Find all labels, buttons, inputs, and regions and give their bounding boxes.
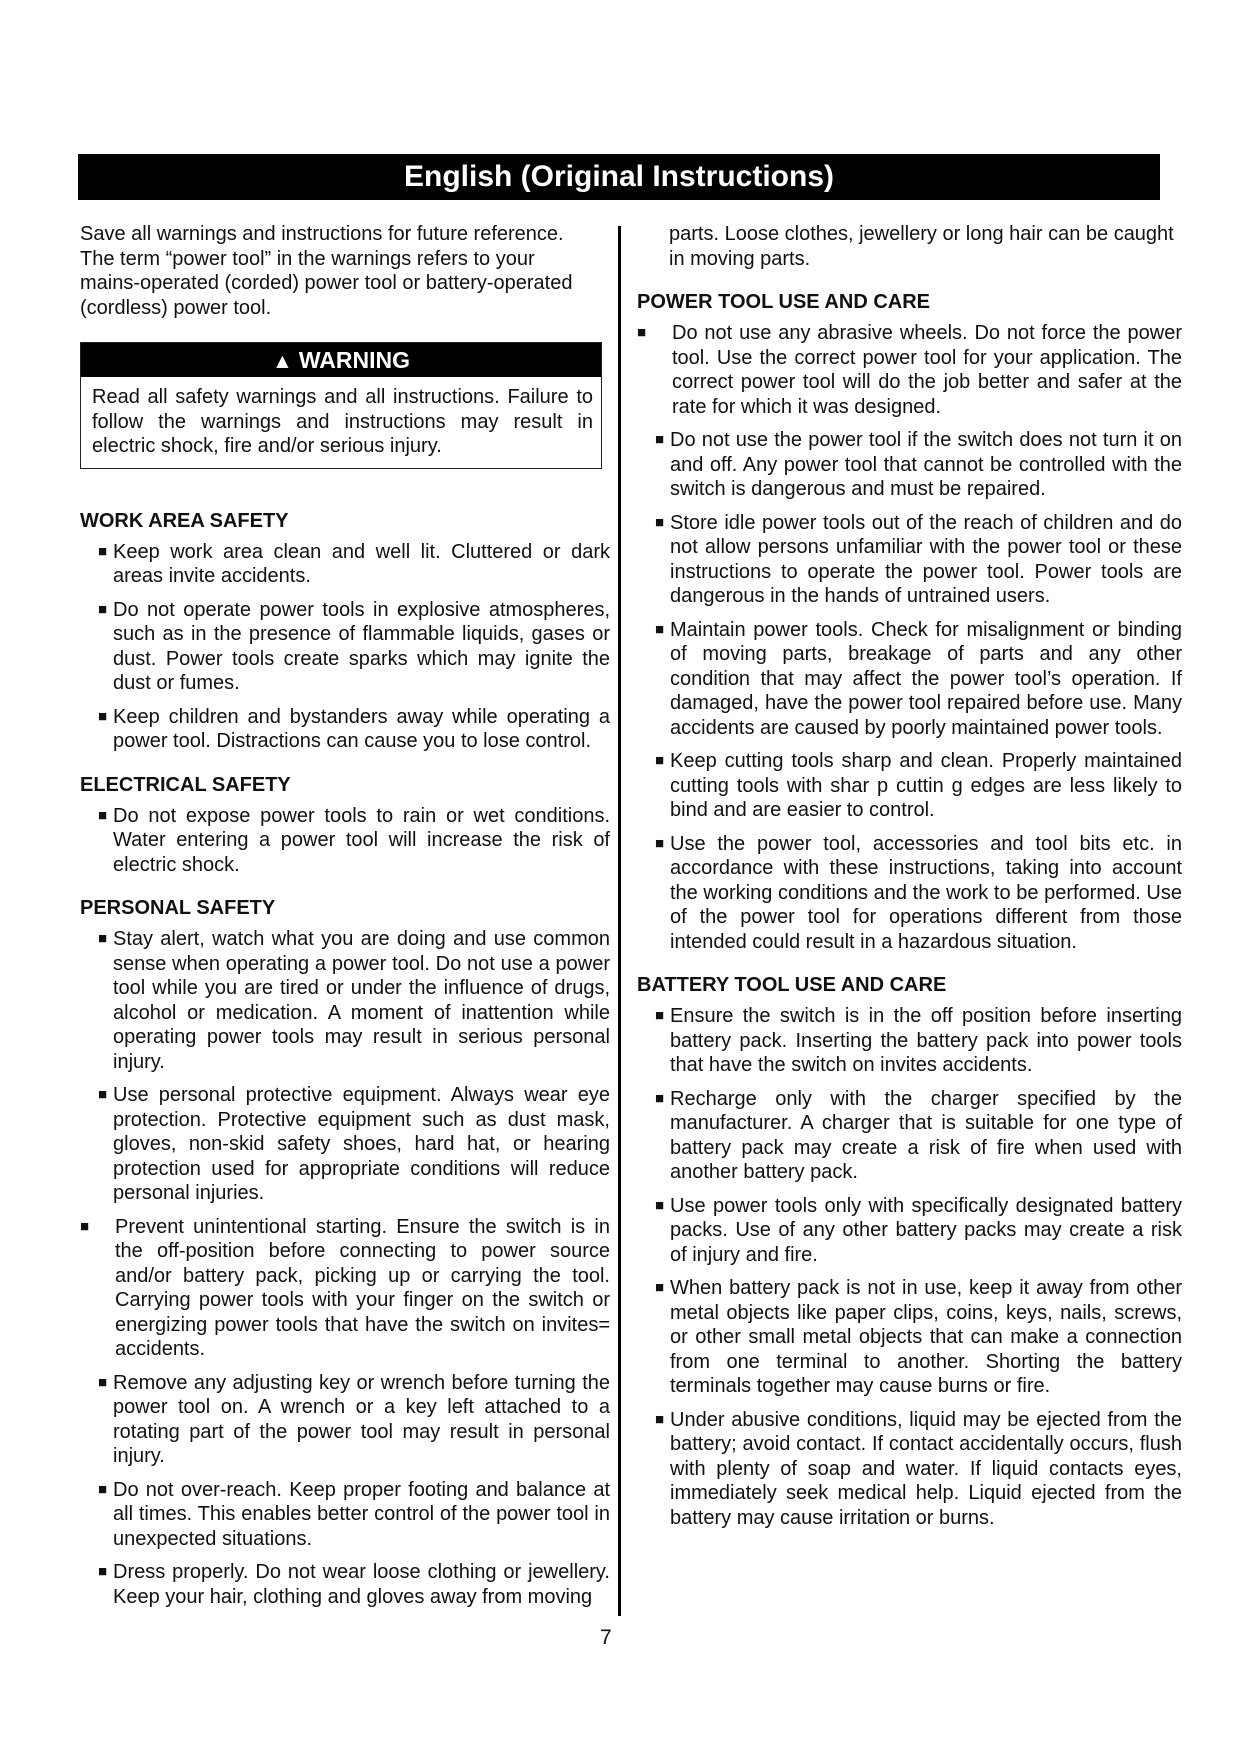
- bullet-item: [80, 1083, 610, 1206]
- bullet-item: [637, 1194, 1182, 1268]
- bullet-square-icon: ■: [655, 1196, 665, 1214]
- continued-paragraph: parts. Loose clothes, jewellery or long hair can be caught in moving parts.: [669, 223, 1174, 270]
- bullet-text: Do not use the power tool if the switch does not turn it on and off. Any power tool that cannot be controlled with the switch is dangerous and must be repaired.: [670, 429, 1182, 500]
- section-heading: PERSONAL SAFETY: [80, 897, 276, 919]
- bullet-item: [637, 1004, 1182, 1078]
- section-electrical-safety: [80, 773, 610, 878]
- warning-title: WARNING: [298, 347, 410, 373]
- bullet-item: [80, 1371, 610, 1469]
- bullet-item: [80, 598, 610, 696]
- bullet-square-icon: ■: [637, 324, 647, 341]
- bullet-text: Store idle power tools out of the reach of children and do not allow persons unfamiliar with the power tool or these instructions to operate the power tool. Power tools are dangerous in the hands of untrained users.: [670, 511, 1182, 607]
- bullet-square-icon: ■: [98, 707, 108, 725]
- bullet-text: Use power tools only with specifically designated battery packs. Use of any other battery packs may create a risk of injury and fire.: [670, 1194, 1182, 1266]
- bullet-square-icon: ■: [80, 1217, 90, 1235]
- bullet-item: [637, 618, 1182, 741]
- bullet-item: [637, 1276, 1182, 1399]
- bullet-square-icon: ■: [655, 834, 665, 852]
- section-heading: POWER TOOL USE AND CARE: [637, 291, 930, 313]
- bullet-square-icon: ■: [98, 1373, 108, 1391]
- bullet-text: Ensure the switch is in the off position before inserting battery pack. Inserting the battery pack into power tools that have the switch on invites accidents.: [670, 1005, 1182, 1076]
- bullet-item: [80, 705, 610, 754]
- bullet-text: Use personal protective equipment. Always wear eye protection. Protective equipment such as dust mask, gloves, non-skid safety shoes, hard hat, or hearing protection used for appropriate conditions will reduce personal injuries.: [113, 1084, 610, 1204]
- bullet-item: [637, 832, 1182, 955]
- bullet-square-icon: ■: [655, 620, 665, 638]
- bullet-square-icon: ■: [655, 1089, 665, 1107]
- bullet-text: Do not over-reach. Keep proper footing and balance at all times. This enables better control of the power tool in unexpected situations.: [113, 1478, 610, 1550]
- section-heading: BATTERY TOOL USE AND CARE: [637, 974, 947, 996]
- intro-line: The term “power tool” in the warnings refers to your: [80, 247, 535, 270]
- bullet-text: Dress properly. Do not wear loose clothing or jewellery. Keep your hair, clothing and gloves away from moving: [113, 1561, 610, 1608]
- bullet-square-icon: ■: [98, 542, 108, 560]
- bullet-item: [637, 321, 1182, 419]
- section-work-area-safety: [80, 509, 610, 754]
- bullet-item: [637, 1087, 1182, 1185]
- bullet-square-icon: ■: [98, 1480, 108, 1498]
- right-column: [637, 222, 1182, 1549]
- section-power-tool-use-and-care: [637, 290, 1182, 954]
- section-heading: ELECTRICAL SAFETY: [80, 773, 291, 796]
- bullet-item: [80, 1478, 610, 1552]
- bullet-item: [637, 511, 1182, 609]
- warning-text: Read all safety warnings and all instructions. Failure to follow the warnings and instructions may result in electric shock, fire and/or serious injury.: [92, 386, 593, 457]
- bullet-square-icon: ■: [655, 1410, 665, 1428]
- bullet-text: Remove any adjusting key or wrench before turning the power tool on. A wrench or a key left attached to a rotating part of the power tool may result in personal injury.: [113, 1371, 610, 1467]
- warning-triangle-icon: ▲: [272, 350, 293, 373]
- bullet-text: Prevent unintentional starting. Ensure the switch is in the off-position before connecting to power source and/or battery pack, picking up or carrying the tool. Carrying power tools with your finger on the switch or energizing power tools that have the switch on invites= accidents.: [115, 1215, 610, 1360]
- column-divider: [618, 226, 621, 1616]
- bullet-text: When battery pack is not in use, keep it away from other metal objects like paper clips, coins, keys, nails, screws, or other small metal objects that can make a connection from one terminal to another. Shorting the battery terminals together may cause burns or fire.: [670, 1277, 1182, 1397]
- bullet-text: Keep work area clean and well lit. Cluttered or dark areas invite accidents.: [113, 540, 610, 587]
- bullet-text: Under abusive conditions, liquid may be ejected from the battery; avoid contact. If contact accidentally occurs, flush with plenty of soap and water. If liquid contacts eyes, immediately seek medical help. Liquid ejected from the battery may cause irritation or burns.: [670, 1408, 1182, 1529]
- intro-line: (cordless) power tool.: [80, 296, 272, 319]
- bullet-item: [80, 1215, 610, 1362]
- bullet-text: Do not operate power tools in explosive atmospheres, such as in the presence of flammable liquids, gases or dust. Power tools create sparks which may ignite the dust or fumes.: [113, 598, 610, 694]
- intro-paragraph: [80, 222, 610, 320]
- warning-header: [81, 343, 601, 377]
- bullet-square-icon: ■: [655, 1279, 665, 1296]
- bullet-item: [80, 804, 610, 878]
- section-personal-safety: [80, 896, 610, 1609]
- bullet-square-icon: ■: [98, 600, 108, 618]
- bullet-square-icon: ■: [98, 1086, 108, 1103]
- bullet-text: Use the power tool, accessories and tool bits etc. in accordance with these instructions, taking into account the working conditions and the work to be performed. Use of the power tool for operations different from those intended could result in a hazardous situation.: [670, 832, 1182, 953]
- bullet-square-icon: ■: [655, 513, 665, 531]
- warning-box: [80, 342, 602, 469]
- bullet-item: [637, 1408, 1182, 1531]
- page-title-banner: English (Original Instructions): [78, 154, 1160, 200]
- bullet-item: [637, 428, 1182, 502]
- bullet-text: Do not expose power tools to rain or wet conditions. Water entering a power tool will increase the risk of electric shock.: [113, 804, 610, 876]
- intro-line: mains-operated (corded) power tool or battery-operated: [80, 272, 573, 294]
- bullet-square-icon: ■: [98, 930, 108, 947]
- page-number: 7: [600, 1626, 612, 1649]
- bullet-text: Keep cutting tools sharp and clean. Properly maintained cutting tools with shar p cuttin g edges are less likely to bind and are easier to control.: [670, 750, 1182, 821]
- section-heading: WORK AREA SAFETY: [80, 509, 289, 532]
- section-battery-tool-use-and-care: [637, 973, 1182, 1530]
- bullet-square-icon: ■: [655, 431, 665, 448]
- bullet-text: Maintain power tools. Check for misalignment or binding of moving parts, breakage of parts and any other condition that may affect the power tool’s operation. If damaged, have the power tool repaired before use. Many accidents are caused by poorly maintained power tools.: [670, 618, 1182, 739]
- bullet-square-icon: ■: [655, 1007, 665, 1024]
- bullet-text: Recharge only with the charger specified by the manufacturer. A charger that is suitable for one type of battery pack may create a risk of fire when used with another battery pack.: [670, 1087, 1182, 1183]
- bullet-text: Do not use any abrasive wheels. Do not force the power tool. Use the correct power tool for your application. The correct power tool will do the job better and safer at the rate for which it was designed.: [672, 322, 1182, 418]
- intro-line: Save all warnings and instructions for future reference.: [80, 223, 564, 245]
- bullet-item: [80, 540, 610, 589]
- bullet-square-icon: ■: [98, 806, 108, 824]
- bullet-text: Stay alert, watch what you are doing and use common sense when operating a power tool. Do not use a power tool while you are tired or under the influence of drugs, alcohol or medication. A moment of inattention while operating power tools may result in serious personal injury.: [113, 928, 610, 1073]
- bullet-square-icon: ■: [655, 752, 665, 769]
- bullet-item: [80, 927, 610, 1074]
- bullet-square-icon: ■: [98, 1563, 108, 1580]
- bullet-item: [80, 1560, 610, 1609]
- left-column: [80, 222, 610, 1628]
- bullet-text: Keep children and bystanders away while operating a power tool. Distractions can cause you to lose control.: [113, 705, 610, 752]
- bullet-item: [637, 749, 1182, 823]
